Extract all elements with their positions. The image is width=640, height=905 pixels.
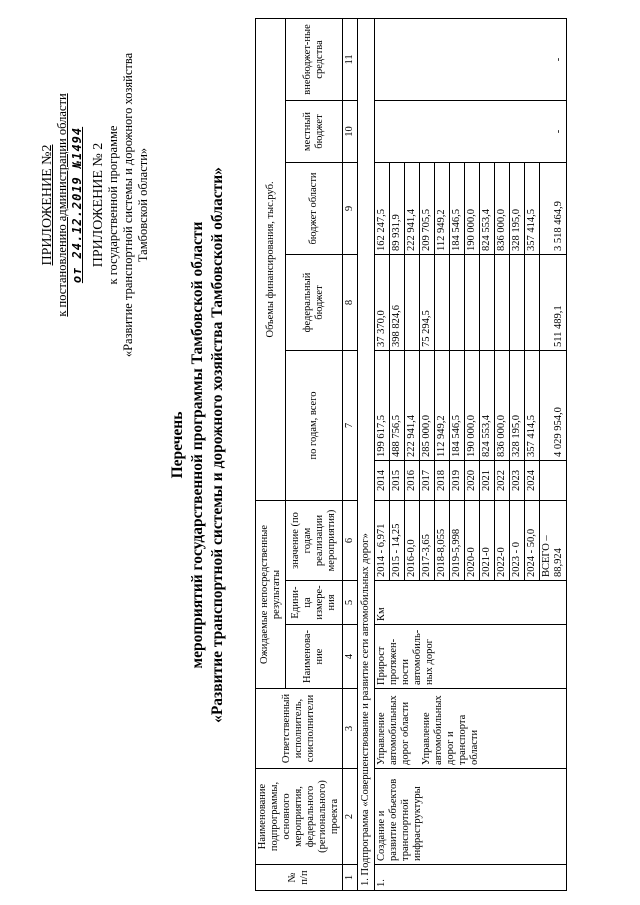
value-cell: 2016-0,0 <box>405 501 420 581</box>
header-extra: внебюджет-ные средства <box>286 18 343 100</box>
total-cell: 285 000,0 <box>420 351 435 461</box>
value-cell: 2019-5,998 <box>450 501 465 581</box>
subprogram-title: 1. Подпрограмма «Совершенствование и развитие сети автомобильных дорог» <box>358 18 375 890</box>
year-cell: 2018 <box>435 461 450 501</box>
measures-table <box>255 18 567 891</box>
header-regional: бюджет области <box>286 163 343 255</box>
col-number: 8 <box>343 255 358 351</box>
regional-cell: 328 195,0 <box>510 163 525 255</box>
grand-total-sum: 4 029 954,0 <box>540 351 567 461</box>
federal-cell <box>480 255 495 351</box>
value-cell: 2024 - 50,0 <box>525 501 540 581</box>
federal-cell: 398 824,6 <box>390 255 405 351</box>
row-responsible-1: Управление автомобильных дорог области <box>375 689 420 769</box>
title-line2: мероприятий государственной программы Тамбовской области <box>189 221 206 669</box>
federal-cell <box>525 255 540 351</box>
year-cell: 2014 <box>375 461 390 501</box>
appendix-decree: к постановлению администрации области <box>55 93 69 317</box>
regional-cell: 209 705,5 <box>420 163 435 255</box>
grand-total-federal: 511 489,1 <box>540 255 567 351</box>
appendix2-title: ПРИЛОЖЕНИЕ № 2 <box>91 142 106 268</box>
year-cell: 2020 <box>465 461 480 501</box>
header-responsible: Ответственный исполнитель, соисполнители <box>256 689 343 769</box>
local-total: - <box>375 101 567 163</box>
regional-cell: 836 000,0 <box>495 163 510 255</box>
col-number: 3 <box>343 689 358 769</box>
total-cell: 112 949,2 <box>435 351 450 461</box>
row-result-name: Прирост протяжен-ности автомобиль-ных дорог <box>375 625 567 689</box>
appendix-title: ПРИЛОЖЕНИЕ №2 <box>40 144 55 266</box>
header-federal: федеральный бюджет <box>286 255 343 351</box>
federal-cell <box>405 255 420 351</box>
total-cell: 199 617,5 <box>375 351 390 461</box>
value-cell: 2014 - 6,971 <box>375 501 390 581</box>
federal-cell: 75 294,5 <box>420 255 435 351</box>
row-name: Создание и развитие объектов транспортной инфраструктуры <box>375 769 567 865</box>
regional-cell: 357 414,5 <box>525 163 540 255</box>
extra-total: - <box>375 18 567 100</box>
header-local: местный бюджет <box>286 101 343 163</box>
grand-total-year <box>540 461 567 501</box>
appendix-date-handwritten: от 24.12.2019 №1494 <box>70 126 84 284</box>
federal-cell <box>435 255 450 351</box>
federal-cell <box>510 255 525 351</box>
total-cell: 488 756,5 <box>390 351 405 461</box>
value-cell: 2023 - 0 <box>510 501 525 581</box>
total-cell: 824 553,4 <box>480 351 495 461</box>
appendix2-line3: Тамбовской области» <box>136 147 150 263</box>
regional-cell: 184 546,5 <box>450 163 465 255</box>
header-res-name: Наименова-ние <box>286 625 343 689</box>
col-number: 4 <box>343 625 358 689</box>
col-number: 10 <box>343 101 358 163</box>
value-cell: 2020-0 <box>465 501 480 581</box>
total-cell: 222 941,4 <box>405 351 420 461</box>
total-cell: 190 000,0 <box>465 351 480 461</box>
col-number: 11 <box>343 18 358 100</box>
total-cell: 836 000,0 <box>495 351 510 461</box>
appendix2-line1: к государственной программе <box>106 125 120 285</box>
regional-cell: 112 949,2 <box>435 163 450 255</box>
header-expected: Ожидаемые непосредственные результаты <box>256 501 286 689</box>
header-value: значение (по годам реализации мероприятия) <box>286 501 343 581</box>
header-no: № п/п <box>256 865 343 891</box>
appendix2-line2: «Развитие транспортной системы и дорожного хозяйства <box>121 52 135 358</box>
col-number: 2 <box>343 769 358 865</box>
title-line1: Перечень <box>169 411 186 479</box>
col-number: 5 <box>343 581 358 625</box>
federal-cell <box>465 255 480 351</box>
year-cell: 2024 <box>525 461 540 501</box>
regional-cell: 162 247,5 <box>375 163 390 255</box>
header-unit: Едини-ца измере-ния <box>286 581 343 625</box>
value-cell: 2021-0 <box>480 501 495 581</box>
row-responsible-2: Управление автомобильных дорог и транспорта области <box>420 689 567 769</box>
row-no: 1. <box>375 865 567 891</box>
grand-total-value: ВСЕГО – 88,924 <box>540 501 567 581</box>
year-cell: 2021 <box>480 461 495 501</box>
regional-cell: 89 931,9 <box>390 163 405 255</box>
col-number: 7 <box>343 351 358 501</box>
federal-cell: 37 370,0 <box>375 255 390 351</box>
header-total: по годам, всего <box>286 351 343 501</box>
year-cell: 2022 <box>495 461 510 501</box>
col-number: 6 <box>343 501 358 581</box>
value-cell: 2015 - 14,25 <box>390 501 405 581</box>
federal-cell <box>495 255 510 351</box>
federal-cell <box>450 255 465 351</box>
year-cell: 2017 <box>420 461 435 501</box>
year-cell: 2015 <box>390 461 405 501</box>
header-funding: Объемы финансирования, тыс.руб. <box>256 18 286 500</box>
row-unit: Км <box>375 581 567 625</box>
col-number: 9 <box>343 163 358 255</box>
value-cell: 2018-8,055 <box>435 501 450 581</box>
document-title <box>168 65 228 825</box>
header-name: Наименование подпрограммы, основного мероприятия, федерального (регионального) проекта <box>256 769 343 865</box>
grand-total-regional: 3 518 464,9 <box>540 163 567 255</box>
regional-cell: 824 553,4 <box>480 163 495 255</box>
value-cell: 2017-3,65 <box>420 501 435 581</box>
total-cell: 357 414,5 <box>525 351 540 461</box>
appendix-header <box>40 35 151 375</box>
regional-cell: 222 941,4 <box>405 163 420 255</box>
year-cell: 2016 <box>405 461 420 501</box>
value-cell: 2022-0 <box>495 501 510 581</box>
total-cell: 184 546,5 <box>450 351 465 461</box>
regional-cell: 190 000,0 <box>465 163 480 255</box>
total-cell: 328 195,0 <box>510 351 525 461</box>
title-line3: «Развитие транспортной системы и дорожного хозяйства Тамбовской области» <box>209 167 226 723</box>
year-cell: 2023 <box>510 461 525 501</box>
col-number: 1 <box>343 865 358 891</box>
year-cell: 2019 <box>450 461 465 501</box>
